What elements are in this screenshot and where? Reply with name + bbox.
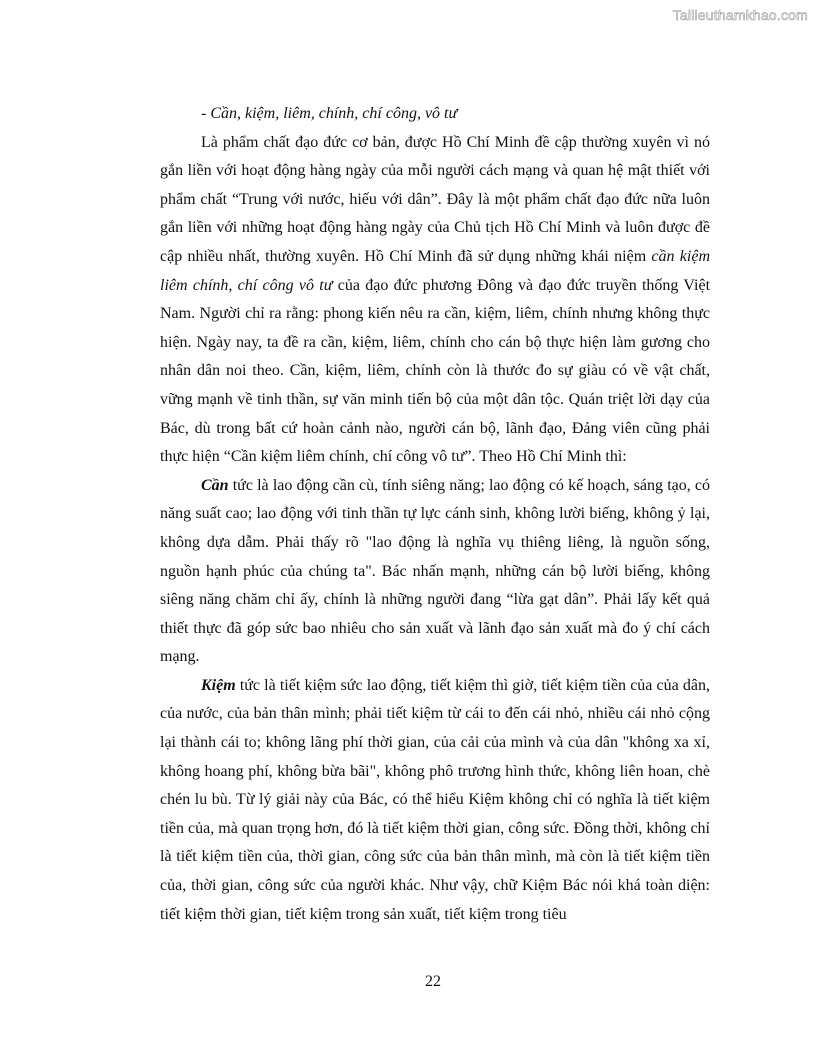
paragraph-kiem <box>160 672 710 929</box>
paragraph-intro-italic: cần kiệm liêm chính, chí công vô tư <box>160 247 711 294</box>
term-can: Cần <box>201 476 229 494</box>
term-kiem: Kiệm <box>201 676 236 694</box>
paragraph-kiem-text: tức là tiết kiệm sức lao động, tiết kiệm thì giờ, tiết kiệm tiền của của dân, của nước, của bản thân mình; phải tiết kiệm từ cái to đến cái nhỏ, nhiều cái nhỏ cộng lại thành cái to; không lãng phí thời gian, của cải của mình và của dân "không xa xỉ, không hoang phí, không bừa bãi", không phô trương hình thức, không liên hoan, chè chén lu bù. Từ lý giải này của Bác, có thể hiểu Kiệm không chỉ có nghĩa là tiết kiệm tiền của, mà quan trọng hơn, đó là tiết kiệm thời gian, công sức. Đồng thời, không chỉ là tiết kiệm tiền của, thời gian, công sức của bản thân mình, mà còn là tiết kiệm tiền của, thời gian, công sức của người khác. Như vậy, chữ Kiệm Bác nói khá toàn diện: tiết kiệm thời gian, tiết kiệm trong sản xuất, tiết kiệm trong tiêu <box>160 676 710 923</box>
paragraph-can <box>160 472 710 672</box>
paragraph-intro <box>160 129 710 472</box>
paragraph-intro-text-1: Là phẩm chất đạo đức cơ bản, được Hồ Chí Minh đề cập thường xuyên vì nó gắn liền với hoạt động hàng ngày của mỗi người cách mạng và quan hệ mật thiết với phẩm chất “Trung với nước, hiếu với dân”. Đây là một phẩm chất đạo đức nữa luôn gắn liền với những hoạt động hàng ngày của Chủ tịch Hồ Chí Minh và luôn được đề cập nhiều nhất, thường xuyên. Hồ Chí Minh đã sử dụng những khái niệm <box>160 133 710 265</box>
paragraph-intro-text-2: của đạo đức phương Đông và đạo đức truyền thống Việt Nam. Người chỉ ra rằng: phong kiến nêu ra cần, kiệm, liêm, chính nhưng không thực hiện. Ngày nay, ta đề ra cần, kiệm, liêm, chính cho cán bộ thực hiện làm gương cho nhân dân noi theo. Cần, kiệm, liêm, chính còn là thước đo sự giàu có về vật chất, vững mạnh về tinh thần, sự văn minh tiến bộ của một dân tộc. Quán triệt lời dạy của Bác, dù trong bất cứ hoàn cảnh nào, người cán bộ, lãnh đạo, Đảng viên cũng phải thực hiện “Cần kiệm liêm chính, chí công vô tư”. Theo Hồ Chí Minh thì: <box>160 276 711 466</box>
page-number: 22 <box>425 973 441 990</box>
watermark: Tailieuthamkhao.com <box>672 7 808 23</box>
page-body <box>160 100 710 929</box>
paragraph-can-text: tức là lao động cần cù, tính siêng năng; lao động có kế hoạch, sáng tạo, có năng suất cao; lao động với tinh thần tự lực cánh sinh, không lười biếng, không ỷ lại, không dựa dẫm. Phải thấy rõ "lao động là nghĩa vụ thiêng liêng, là nguồn sống, nguồn hạnh phúc của chúng ta". Bác nhấn mạnh, những cán bộ lười biếng, không siêng năng chăm chỉ ấy, chính là những người đang “lừa gạt dân”. Phải lấy kết quả thiết thực đã góp sức bao nhiêu cho sản xuất và lãnh đạo sản xuất mà đo ý chí cách mạng. <box>160 476 710 666</box>
section-heading: - Cần, kiệm, liêm, chính, chí công, vô tư <box>201 105 458 122</box>
